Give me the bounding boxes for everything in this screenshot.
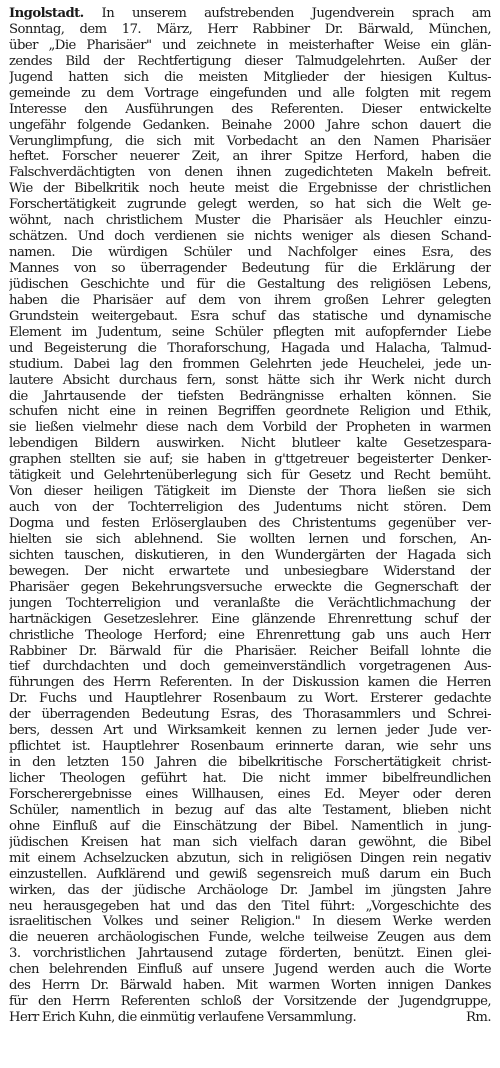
article-line: chen belehrenden Einfluß auf unsere Jugend werden auch die Worte (9, 962, 491, 978)
article-line: 3. vorchristlichen Jahrtausend zutage förderten, benützt. Einen glei- (9, 946, 491, 962)
article-line: Verunglimpfung, die sich mit Vorbedacht an den Namen Pharisäer (9, 133, 491, 149)
article-line: und Begeisterung die Thoraforschung, Hagada und Halacha, Talmud- (9, 340, 491, 356)
article-line: Von dieser heiligen Tätigkeit im Dienste der Thora ließen sie sich (9, 484, 491, 500)
article-line: israelitischen Volkes und seiner Religion." In diesem Werke werden (9, 914, 491, 930)
article-line: einzustellen. Aufklärend und gewiß segensreich muß darum ein Buch (9, 866, 491, 882)
article-line: Schüler, namentlich in bezug auf das alte Testament, blieben nicht (9, 802, 491, 818)
article-line: heftet. Forscher neuerer Zeit, an ihrer Spitze Herford, haben die (9, 149, 491, 165)
article-line: die neueren archäologischen Funde, welche teilweise Zeugen aus dem (9, 930, 491, 946)
article-line: Forschertätigkeit zugrunde gelegt werden, so hat sich die Welt ge- (9, 197, 491, 213)
article-line: mit einem Achselzucken abzutun, sich in religiösen Dingen rein negativ (9, 850, 491, 866)
article-line: Mannes von so überragender Bedeutung für die Erklärung der (9, 261, 491, 276)
article-line: haben die Pharisäer auf dem von ihrem großen Lehrer gelegten (9, 292, 491, 308)
article-line: tief durchdachten und doch gemeinverständlich vorgetragenen Aus- (9, 659, 491, 675)
article-line-text: Herr Erich Kuhn, die einmütig verlaufene Versammlung. (9, 1010, 357, 1026)
article-line: sichten tauschen, diskutieren, in den Wundergärten der Hagada sich (9, 547, 491, 563)
article-line: wirken, das der jüdische Archäologe Dr. Jambel im jüngsten Jahre (9, 882, 491, 898)
article-line: tätigkeit und Gelehrtenüberlegung sich für Gesetz und Recht bemüht. (9, 468, 491, 484)
article-line: über „Die Pharisäer" und zeichnete in meisterhafter Weise ein glän- (9, 37, 491, 53)
article-line: licher Theologen geführt hat. Die nicht immer bibelfreundlichen (9, 771, 491, 786)
article-line: ungefähr folgende Gedanken. Beinahe 2000 Jahre schon dauert die (9, 117, 491, 133)
article-line: für den Herrn Referenten schloß der Vorsitzende der Jugendgruppe, (9, 994, 491, 1010)
article-line: Sonntag, dem 17. März, Herr Rabbiner Dr. Bärwald, München, (9, 21, 491, 37)
article-line (9, 6, 491, 22)
article-line: Grundstein weitergebaut. Esra schuf das statische und dynamische (9, 308, 491, 324)
article-line: Dogma und festen Erlöserglauben des Christentums gegenüber ver- (9, 516, 491, 531)
article-line: Element im Judentum, seine Schüler pflegten mit aufopfernder Liebe (9, 324, 491, 340)
article-line: führungen des Herrn Referenten. In der Diskussion kamen die Herren (9, 675, 491, 691)
article-line: auch von der Tochterreligion des Judentums nicht stören. Dem (9, 500, 491, 516)
author-signature: Rm. (466, 1010, 491, 1026)
article-line: Wie der Bibelkritik noch heute meist die Ergebnisse der christlichen (9, 181, 491, 197)
article-line: ohne Einfluß auf die Einschätzung der Bibel. Namentlich in jung- (9, 818, 491, 834)
article-line: schufen nicht eine in reinen Begriffen geordnete Religion und Ethik, (9, 404, 491, 420)
article-line: in den letzten 150 Jahren die bibelkritische Forschertätigkeit christ- (9, 755, 491, 771)
article-line (9, 1010, 491, 1026)
article-line: bewegen. Der nicht erwartete und unbesiegbare Widerstand der (9, 563, 491, 579)
dateline: Ingolstadt. (9, 6, 84, 21)
article-line: graphen stellten sie auf; sie haben in g'ttgetreuer begeisterter Denker- (9, 452, 491, 468)
article-line: zendes Bild der Rechtfertigung dieser Talmudgelehrten. Außer der (9, 53, 491, 69)
article-line: schätzen. Und doch verdienen sie nichts weniger als diesen Schand- (9, 229, 491, 245)
article-line: wöhnt, nach christlichem Muster die Pharisäer als Heuchler einzu- (9, 213, 491, 229)
article-line: Forscherergebnisse eines Willhausen, eines Ed. Meyer oder deren (9, 786, 491, 802)
article-line: jüdischen Kreisen hat man sich vielfach daran gewöhnt, die Bibel (9, 834, 491, 850)
article-line: des Herrn Dr. Bärwald haben. Mit warmen Worten innigen Dankes (9, 978, 491, 994)
article-line: Pharisäer gegen Bekehrungsversuche erweckte die Gegnerschaft der (9, 579, 491, 595)
article-line: christliche Theologe Herford; eine Ehrenrettung gab uns auch Herr (9, 627, 491, 643)
article-line: hartnäckigen Gesetzeslehrer. Eine glänzende Ehrenrettung schuf der (9, 611, 491, 627)
article-line: Dr. Fuchs und Hauptlehrer Rosenbaum zu Wort. Ersterer gedachte (9, 691, 491, 707)
article-line: die Jahrtausende der tiefsten Bedrängnisse erhalten können. Sie (9, 388, 491, 404)
article-line: Falschverdächtigten von denen ihnen zugedichteten Makeln befreit. (9, 165, 491, 181)
article-line: der überragenden Bedeutung Esras, des Thorasammlers und Schrei- (9, 707, 491, 723)
article-line: gemeinde zu dem Vortrage eingefunden und alle folgten mit regem (9, 85, 491, 101)
article-line: lautere Absicht durchaus fern, sonst hätte sich ihr Werk nicht durch (9, 372, 491, 388)
article-line: jungen Tochterreligion und veranlaßte die Verächtlichmachung der (9, 595, 491, 611)
article-line: pflichtet ist. Hauptlehrer Rosenbaum erinnerte daran, wie sehr uns (9, 739, 491, 755)
article-line: hielten sie sich ablehnend. Sie wollten lernen und forschen, An- (9, 531, 491, 547)
article-line-text: In unserem aufstrebenden Jugendverein sprach am (83, 6, 491, 21)
article-line: namen. Die würdigen Schüler und Nachfolger eines Esra, des (9, 245, 491, 261)
article-line: bers, dessen Art und Wirksamkeit kennen zu lernen jeder Jude ver- (9, 723, 491, 739)
article-line: sie ließen vielmehr diese nach dem Vorbild der Propheten in warmen (9, 420, 491, 436)
article-line: lebendigen Bildern auswirken. Nicht blutleer kalte Gesetzespara- (9, 436, 491, 452)
article-line: neu herausgegeben hat und das den Titel führt: „Vorgeschichte des (9, 898, 491, 914)
article-line: jüdischen Geschichte und für die Gestaltung des religiösen Lebens, (9, 276, 491, 292)
article-line: Interesse den Ausführungen des Referenten. Dieser entwickelte (9, 101, 491, 117)
article-line: Jugend hatten sich die meisten Mitglieder der hiesigen Kultus- (9, 69, 491, 85)
news-article (9, 6, 491, 1026)
article-line: Rabbiner Dr. Bärwald für die Pharisäer. Reicher Beifall lohnte die (9, 643, 491, 659)
article-line: studium. Dabei lag den frommen Gelehrten jede Heuchelei, jede un- (9, 356, 491, 372)
